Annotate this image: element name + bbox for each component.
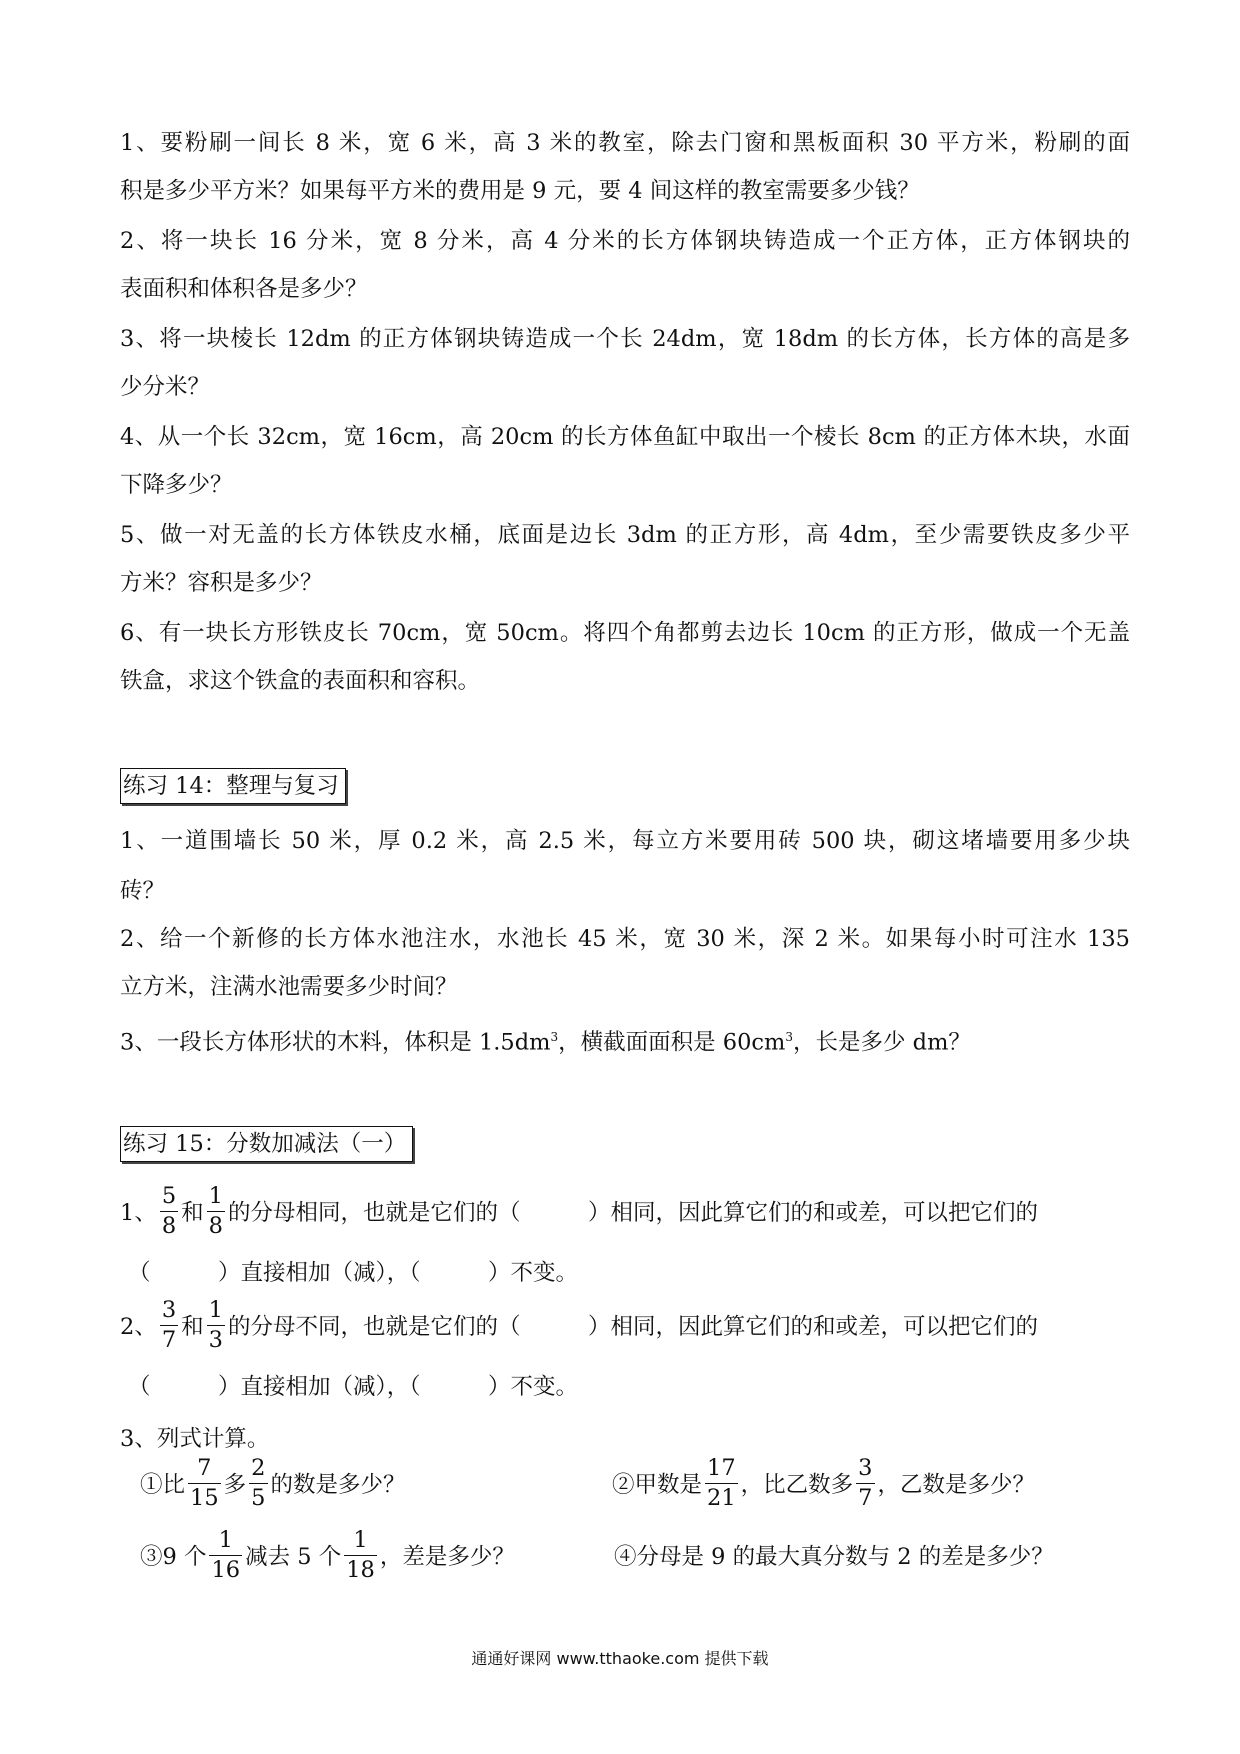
s15-q1-prefix: 1、 [120,1200,157,1226]
sub2-text-b: ，比乙数多 [740,1472,854,1498]
s15-q2-prefix: 2、 [120,1314,157,1340]
s14-q3-part-b: ，横截面面积是 60cm [558,1029,786,1056]
s14-q3-part-a: 3、一段长方体形状的木料，体积是 1.5dm [120,1029,551,1056]
s14-problem-3 [120,1022,1130,1058]
fraction [160,1185,178,1237]
s15-subproblem-3 [140,1524,515,1586]
denominator: 16 [211,1556,241,1583]
denominator: 21 [707,1484,736,1511]
fraction [209,1529,242,1581]
problem-1-line-2: 积是多少平方米？如果每平方米的费用是 9 元，要 4 间这样的教室需要多少钱？ [120,178,920,204]
denominator: 7 [161,1326,177,1353]
numerator: 1 [208,1183,223,1209]
s15-problem-1-line-1 [120,1180,1038,1242]
numerator: 1 [353,1527,368,1553]
denominator: 18 [346,1556,375,1583]
problem-2-line-2: 表面积和体积各是多少？ [120,276,368,302]
denominator: 5 [251,1484,266,1511]
and-word: 和 [181,1314,204,1340]
s15-q2-rest: 的分母不同，也就是它们的（ ）相同，因此算它们的和或差，可以把它们的 [228,1314,1039,1340]
sub3-text-c: ，差是多少？ [379,1544,515,1570]
denominator: 3 [208,1326,223,1353]
sub4-text: ④分母是 9 的最大真分数与 2 的差是多少？ [614,1544,1054,1570]
numerator: 5 [161,1183,177,1209]
s15-subproblem-4 [614,1524,1054,1586]
fraction [207,1185,225,1237]
denominator: 8 [161,1212,177,1239]
numerator: 1 [208,1297,223,1323]
numerator: 1 [218,1527,233,1553]
and-word: 和 [181,1200,204,1226]
problem-2-line-1: 2、将一块长 16 分米，宽 8 分米，高 4 分米的长方体钢块铸造成一个正方体，正方体钢块的 [120,228,1130,254]
numerator: 2 [251,1455,266,1481]
fraction [344,1529,377,1581]
fraction [160,1299,178,1351]
cube-superscript: 3 [550,1030,559,1044]
problem-5-line-2: 方米？容积是多少？ [120,570,323,596]
s15-q1-rest: 的分母相同，也就是它们的（ ）相同，因此算它们的和或差，可以把它们的 [228,1200,1039,1226]
s14-problem-1-line-2: 砖？ [120,878,166,904]
numerator: 3 [858,1455,873,1481]
s15-problem-1-line-2: （ ）直接相加（减），（ ）不变。 [128,1260,579,1286]
sub2-text-c: ，乙数是多少？ [877,1472,1036,1498]
denominator: 7 [858,1484,873,1511]
sub3-text-a: ③9 个 [140,1544,207,1570]
fraction [856,1457,874,1509]
s15-subproblem-2 [612,1452,1035,1514]
s14-problem-1-line-1: 1、一道围墙长 50 米，厚 0.2 米，高 2.5 米，每立方米要用砖 500 块，砌这堵墙要用多少块 [120,828,1130,854]
sub1-text-c: 的数是多少？ [270,1472,406,1498]
s15-problem-2-line-1 [120,1294,1038,1356]
fraction [249,1457,267,1509]
problem-6-line-2: 铁盒，求这个铁盒的表面积和容积。 [120,668,481,694]
s15-problem-3-title: 3、列式计算。 [120,1426,270,1452]
page-footer: 通通好课网 www.tthaoke.com 提供下载 [471,1649,769,1668]
sub1-text-b: 多 [223,1472,247,1498]
sub1-text-a: ①比 [140,1472,186,1498]
problem-1-line-1: 1、要粉刷一间长 8 米，宽 6 米，高 3 米的教室，除去门窗和黑板面积 30 平方米，粉刷的面 [120,130,1130,156]
numerator: 7 [197,1455,212,1481]
sub3-text-b: 减去 5 个 [245,1544,342,1570]
numerator: 3 [161,1297,177,1323]
fraction [705,1457,738,1509]
s15-problem-2-line-2: （ ）直接相加（减），（ ）不变。 [128,1374,579,1400]
section-14-heading: 练习 14：整理与复习 [120,768,346,804]
cube-superscript: 3 [785,1030,794,1044]
s14-q3-part-c: ，长是多少 dm？ [793,1029,971,1056]
numerator: 17 [707,1455,736,1481]
problem-3-line-1: 3、将一块棱长 12dm 的正方体钢块铸造成一个长 24dm，宽 18dm 的长方体，长方体的高是多 [120,326,1130,352]
s14-problem-2-line-2: 立方米，注满水池需要多少时间？ [120,974,458,1000]
s15-subproblem-1 [140,1452,406,1514]
problem-6-line-1: 6、有一块长方形铁皮长 70cm，宽 50cm。将四个角都剪去边长 10cm 的正方形，做成一个无盖 [120,620,1130,646]
problem-5-line-1: 5、做一对无盖的长方体铁皮水桶，底面是边长 3dm 的正方形，高 4dm，至少需要铁皮多少平 [120,522,1130,548]
problem-4-line-1: 4、从一个长 32cm，宽 16cm，高 20cm 的长方体鱼缸中取出一个棱长 8cm 的正方体木块，水面 [120,424,1130,450]
problem-3-line-2: 少分米？ [120,374,211,400]
section-15-heading: 练习 15：分数加减法（一） [120,1126,413,1162]
denominator: 15 [190,1484,219,1511]
sub2-text-a: ②甲数是 [612,1472,703,1498]
s14-problem-2-line-1: 2、给一个新修的长方体水池注水，水池长 45 米，宽 30 米，深 2 米。如果每小时可注水 135 [120,926,1130,952]
problem-4-line-2: 下降多少？ [120,472,233,498]
fraction [207,1299,225,1351]
fraction [188,1457,221,1509]
denominator: 8 [208,1212,223,1239]
